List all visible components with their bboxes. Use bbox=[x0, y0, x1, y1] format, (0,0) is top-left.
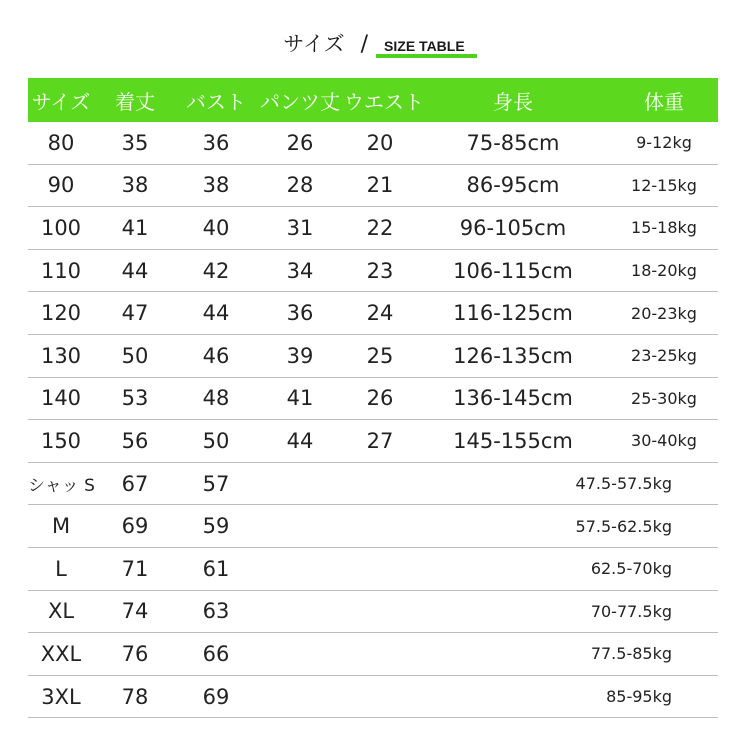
cell-weight: 20-23kg bbox=[631, 303, 697, 323]
cell-weight: 62.5-70kg bbox=[590, 559, 672, 579]
cell-length: 76 bbox=[121, 641, 149, 666]
cell-length: 69 bbox=[121, 514, 149, 539]
cell-length: 35 bbox=[121, 130, 149, 155]
header-weight: 体重 bbox=[644, 89, 684, 114]
cell-bust: 50 bbox=[202, 428, 230, 453]
cell-weight: 47.5-57.5kg bbox=[575, 474, 672, 494]
cell-size: 90 bbox=[47, 173, 75, 198]
cell-size: 100 bbox=[40, 215, 82, 240]
table-row bbox=[28, 378, 718, 421]
cell-bust: 38 bbox=[202, 173, 230, 198]
table-header-row bbox=[28, 78, 718, 122]
cell-length: 53 bbox=[121, 386, 149, 411]
cell-waist: 23 bbox=[366, 258, 394, 283]
cell-size: XXL bbox=[40, 641, 82, 666]
cell-waist: 24 bbox=[366, 301, 394, 326]
cell-weight: 23-25kg bbox=[631, 346, 697, 366]
cell-length: 41 bbox=[121, 215, 149, 240]
title-english: SIZE TABLE bbox=[384, 38, 465, 54]
cell-weight: 15-18kg bbox=[631, 218, 697, 238]
cell-waist: 26 bbox=[366, 386, 394, 411]
cell-height: 75-85cm bbox=[466, 130, 560, 155]
cell-length: 47 bbox=[121, 301, 149, 326]
cell-height: 86-95cm bbox=[466, 173, 560, 198]
table-row bbox=[28, 633, 718, 676]
table-row bbox=[28, 591, 718, 634]
cell-length: 56 bbox=[121, 428, 149, 453]
header-waist: ウエスト bbox=[344, 89, 424, 114]
cell-bust: 63 bbox=[202, 599, 230, 624]
cell-height: 126-135cm bbox=[453, 343, 573, 368]
cell-bust: 66 bbox=[202, 641, 230, 666]
table-row bbox=[28, 122, 718, 165]
cell-size: L bbox=[55, 556, 67, 581]
table-row bbox=[28, 250, 718, 293]
table-row bbox=[28, 420, 718, 463]
table-row bbox=[28, 165, 718, 208]
cell-bust: 36 bbox=[202, 130, 230, 155]
cell-length: 71 bbox=[121, 556, 149, 581]
size-table bbox=[28, 78, 718, 718]
cell-bust: 42 bbox=[202, 258, 230, 283]
cell-bust: 40 bbox=[202, 215, 230, 240]
header-size: サイズ bbox=[31, 89, 91, 114]
cell-bust: 48 bbox=[202, 386, 230, 411]
cell-length: 67 bbox=[121, 471, 149, 496]
cell-length: 38 bbox=[121, 173, 149, 198]
header-height: 身長 bbox=[493, 89, 533, 114]
cell-length: 44 bbox=[121, 258, 149, 283]
cell-length: 50 bbox=[121, 343, 149, 368]
cell-weight: 70-77.5kg bbox=[590, 601, 672, 621]
cell-size: 120 bbox=[40, 301, 82, 326]
cell-weight: 85-95kg bbox=[606, 687, 672, 707]
cell-size: 150 bbox=[40, 428, 82, 453]
cell-pants-length: 28 bbox=[286, 173, 314, 198]
table-row bbox=[28, 207, 718, 250]
cell-height: 116-125cm bbox=[453, 301, 573, 326]
cell-weight: 25-30kg bbox=[631, 388, 697, 408]
cell-bust: 59 bbox=[202, 514, 230, 539]
cell-pants-length: 31 bbox=[286, 215, 314, 240]
table-row bbox=[28, 292, 718, 335]
cell-height: 136-145cm bbox=[453, 386, 573, 411]
cell-size: 110 bbox=[40, 258, 82, 283]
cell-pants-length: 41 bbox=[286, 386, 314, 411]
table-row bbox=[28, 676, 718, 719]
title-slash: / bbox=[360, 32, 369, 57]
cell-height: 106-115cm bbox=[453, 258, 573, 283]
cell-weight: 57.5-62.5kg bbox=[575, 516, 672, 536]
cell-length: 74 bbox=[121, 599, 149, 624]
table-row bbox=[28, 505, 718, 548]
cell-length: 78 bbox=[121, 684, 149, 709]
cell-pants-length: 34 bbox=[286, 258, 314, 283]
cell-waist: 27 bbox=[366, 428, 394, 453]
header-pants-length: パンツ丈 bbox=[260, 89, 340, 114]
cell-size: M bbox=[51, 514, 71, 539]
cell-size: 140 bbox=[40, 386, 82, 411]
table-row bbox=[28, 548, 718, 591]
cell-weight: 30-40kg bbox=[631, 431, 697, 451]
cell-waist: 25 bbox=[366, 343, 394, 368]
cell-weight: 12-15kg bbox=[631, 175, 697, 195]
cell-weight: 9-12kg bbox=[636, 133, 692, 153]
header-length: 着丈 bbox=[115, 89, 155, 114]
size-table-title bbox=[0, 28, 750, 64]
title-japanese: サイズ bbox=[283, 32, 345, 56]
table-row bbox=[28, 335, 718, 378]
header-bust: バスト bbox=[186, 89, 246, 114]
cell-bust: 46 bbox=[202, 343, 230, 368]
cell-waist: 21 bbox=[366, 173, 394, 198]
table-row bbox=[28, 463, 718, 506]
cell-size: XL bbox=[47, 599, 75, 624]
cell-weight: 18-20kg bbox=[631, 261, 697, 281]
cell-bust: 44 bbox=[202, 301, 230, 326]
cell-bust: 61 bbox=[202, 556, 230, 581]
cell-waist: 22 bbox=[366, 215, 394, 240]
cell-bust: 57 bbox=[202, 471, 230, 496]
cell-size: シャッ S bbox=[28, 476, 95, 497]
cell-weight: 77.5-85kg bbox=[590, 644, 672, 664]
cell-pants-length: 36 bbox=[286, 301, 314, 326]
cell-size: 80 bbox=[47, 130, 75, 155]
cell-height: 145-155cm bbox=[453, 428, 573, 453]
cell-pants-length: 39 bbox=[286, 343, 314, 368]
cell-height: 96-105cm bbox=[459, 215, 567, 240]
cell-size: 3XL bbox=[41, 684, 81, 709]
cell-bust: 69 bbox=[202, 684, 230, 709]
cell-pants-length: 44 bbox=[286, 428, 314, 453]
cell-pants-length: 26 bbox=[286, 130, 314, 155]
cell-size: 130 bbox=[40, 343, 82, 368]
cell-waist: 20 bbox=[366, 130, 394, 155]
